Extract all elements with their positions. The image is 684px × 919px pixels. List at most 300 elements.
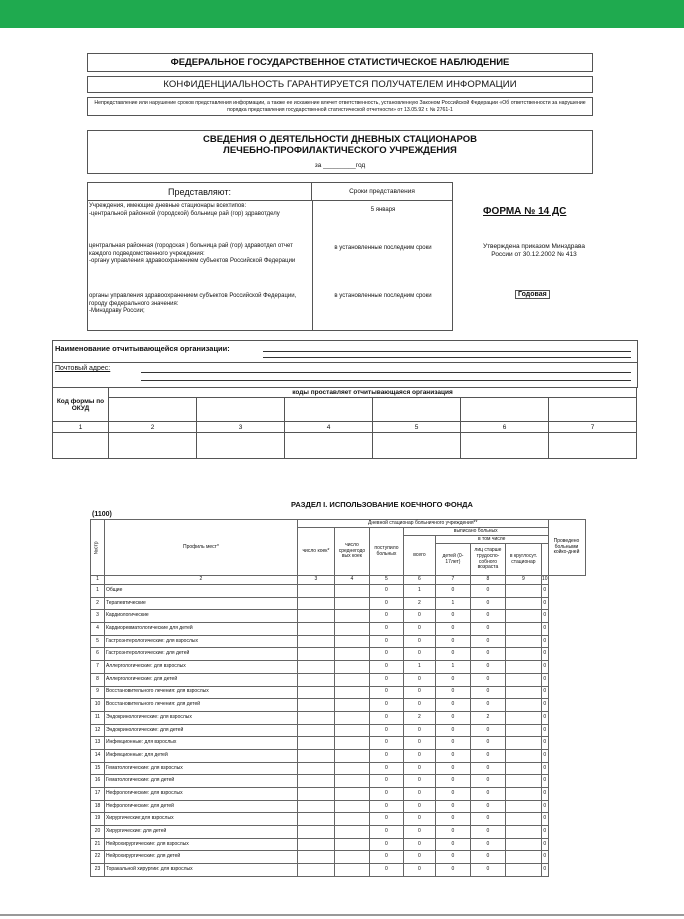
table-row xyxy=(91,686,586,699)
cell-discharged-total: 0 xyxy=(403,864,435,877)
cell-admitted: 0 xyxy=(369,648,403,661)
row-profile: Эндокринологические: для взрослых xyxy=(104,711,297,724)
cell-avg-beds[interactable] xyxy=(334,661,369,674)
cell-admitted: 0 xyxy=(369,788,403,801)
table-row xyxy=(91,673,586,686)
cell-discharged-total: 2 xyxy=(403,711,435,724)
cell-beds[interactable] xyxy=(297,648,334,661)
col-row-number: №стр xyxy=(91,520,105,576)
cell-24h[interactable] xyxy=(505,737,541,750)
cell-avg-beds[interactable] xyxy=(334,737,369,750)
cell-elderly: 2 xyxy=(470,711,505,724)
cell-children: 0 xyxy=(435,623,470,636)
cell-avg-beds[interactable] xyxy=(334,623,369,636)
cell-24h[interactable] xyxy=(505,838,541,851)
row-profile: Эндокринологические: для детей xyxy=(104,724,297,737)
row-profile: Торакальной хирургии: для взрослых xyxy=(104,864,297,877)
cell-children: 0 xyxy=(435,749,470,762)
col-number: 6 xyxy=(403,576,435,585)
cell-bed-days: 0 xyxy=(541,699,548,712)
org-address-label: Почтовый адрес: xyxy=(55,365,111,372)
cell-avg-beds[interactable] xyxy=(334,686,369,699)
row-profile: Нейрохирургические: для детей xyxy=(104,851,297,864)
cell-elderly: 0 xyxy=(470,724,505,737)
cell-bed-days: 0 xyxy=(541,762,548,775)
row-number: 12 xyxy=(91,724,105,737)
cell-children: 0 xyxy=(435,762,470,775)
header-confidentiality: КОНФИДЕНЦИАЛЬНОСТЬ ГАРАНТИРУЕТСЯ ПОЛУЧАТЕЛЕМ ИНФОРМАЦИИ xyxy=(87,76,593,93)
row-number: 3 xyxy=(91,610,105,623)
cell-bed-days: 0 xyxy=(541,851,548,864)
table-row xyxy=(91,610,586,623)
cell-admitted: 0 xyxy=(369,813,403,826)
org-address-line xyxy=(141,372,631,373)
row-number: 10 xyxy=(91,699,105,712)
code-col-number: 1 xyxy=(53,422,109,433)
cell-bed-days: 0 xyxy=(541,623,548,636)
cell-avg-beds[interactable] xyxy=(334,648,369,661)
col-number: 10 xyxy=(541,576,548,585)
cell-beds[interactable] xyxy=(297,623,334,636)
form-period-badge: Годовая xyxy=(515,290,550,299)
cell-bed-days: 0 xyxy=(541,724,548,737)
header-federal-observation: ФЕДЕРАЛЬНОЕ ГОСУДАРСТВЕННОЕ СТАТИСТИЧЕСКОЕ НАБЛЮДЕНИЕ xyxy=(87,53,593,72)
report-title-line1: СВЕДЕНИЯ О ДЕЯТЕЛЬНОСТИ ДНЕВНЫХ СТАЦИОНАРОВ xyxy=(202,134,478,145)
header-notice: Непредставление или нарушение сроков представления информации, а также ее искажение влечет ответственность, установленную Законом Российской Федерации «Об ответственности за нарушение порядка представления государственной статистической отчетности» от 13.05.92 г. № 2761-1 xyxy=(87,97,593,116)
cell-bed-days: 0 xyxy=(541,661,548,674)
code-col-number: 6 xyxy=(461,422,549,433)
cell-bed-days: 0 xyxy=(541,686,548,699)
cell-avg-beds[interactable] xyxy=(334,813,369,826)
table-row xyxy=(91,597,586,610)
row-profile: Кардиологические xyxy=(104,610,297,623)
cell-admitted: 0 xyxy=(369,737,403,750)
cell-children: 0 xyxy=(435,826,470,839)
table-row xyxy=(91,762,586,775)
code-cell[interactable] xyxy=(197,398,285,422)
table-row xyxy=(91,851,586,864)
row-number: 18 xyxy=(91,800,105,813)
cell-elderly: 0 xyxy=(470,749,505,762)
cell-avg-beds[interactable] xyxy=(334,788,369,801)
cell-elderly: 0 xyxy=(470,661,505,674)
cell-24h[interactable] xyxy=(505,610,541,623)
cell-elderly: 0 xyxy=(470,686,505,699)
row-profile: Нефрологические: для детей xyxy=(104,800,297,813)
row-profile: Инфекционные: для детей xyxy=(104,749,297,762)
row-number: 13 xyxy=(91,737,105,750)
cell-beds[interactable] xyxy=(297,737,334,750)
cell-admitted: 0 xyxy=(369,711,403,724)
cell-24h[interactable] xyxy=(505,673,541,686)
cell-avg-beds[interactable] xyxy=(334,775,369,788)
cell-avg-beds[interactable] xyxy=(334,585,369,598)
report-title xyxy=(88,134,592,156)
cell-elderly: 0 xyxy=(470,673,505,686)
col-number: 1 xyxy=(91,576,105,585)
bed-fund-table xyxy=(90,519,586,877)
code-cell[interactable] xyxy=(109,398,197,422)
cell-bed-days: 0 xyxy=(541,813,548,826)
cell-beds[interactable] xyxy=(297,686,334,699)
cell-bed-days: 0 xyxy=(541,800,548,813)
cell-discharged-total: 0 xyxy=(403,648,435,661)
cell-admitted: 0 xyxy=(369,610,403,623)
cell-discharged-total: 0 xyxy=(403,635,435,648)
cell-bed-days: 0 xyxy=(541,597,548,610)
cell-beds[interactable] xyxy=(297,585,334,598)
code-value-cell[interactable] xyxy=(285,433,373,459)
row-number: 23 xyxy=(91,864,105,877)
cell-children: 0 xyxy=(435,585,470,598)
code-col-number: 4 xyxy=(285,422,373,433)
cell-avg-beds[interactable] xyxy=(334,864,369,877)
cell-admitted: 0 xyxy=(369,826,403,839)
cell-discharged-total: 0 xyxy=(403,788,435,801)
code-value-cell[interactable] xyxy=(109,433,197,459)
cell-24h[interactable] xyxy=(505,800,541,813)
cell-avg-beds[interactable] xyxy=(334,597,369,610)
reporter-who-2: центральная районная (городская ) больница рай (гор) здравотдел отчет каждого подведомственного учреждения: -органу управления здравоохранением субъектов Российской Федерации xyxy=(89,243,296,264)
cell-children: 0 xyxy=(435,673,470,686)
code-cell[interactable] xyxy=(461,398,549,422)
cell-admitted: 0 xyxy=(369,749,403,762)
reporters-head-right: Сроки представления xyxy=(312,183,452,201)
cell-elderly: 0 xyxy=(470,851,505,864)
code-cell[interactable] xyxy=(549,398,637,422)
form-approval: Утверждена приказом Минздрава России от 30.12.2002 № 413 xyxy=(482,243,586,258)
cell-24h[interactable] xyxy=(505,724,541,737)
reporters-head-left: Представляют: xyxy=(88,183,312,201)
reporter-when-2: в установленные последним сроки xyxy=(334,245,432,251)
cell-discharged-total: 2 xyxy=(403,597,435,610)
section-title: РАЗДЕЛ I. ИСПОЛЬЗОВАНИЕ КОЕЧНОГО ФОНДА xyxy=(291,500,473,509)
codes-header: коды проставляет отчитывающаяся организация xyxy=(109,388,637,398)
row-profile: Терапевтические xyxy=(104,597,297,610)
row-profile: Хирургические: для детей xyxy=(104,826,297,839)
table-row xyxy=(91,826,586,839)
cell-discharged-total: 0 xyxy=(403,851,435,864)
cell-elderly: 0 xyxy=(470,864,505,877)
cell-beds[interactable] xyxy=(297,813,334,826)
cell-24h[interactable] xyxy=(505,686,541,699)
reporter-who-3: органы управления здравоохранением субъектов Российской Федерации, городу федерального значения: -Минздраву России; xyxy=(89,293,297,314)
row-number: 21 xyxy=(91,838,105,851)
bottom-divider xyxy=(0,914,684,916)
table-row xyxy=(91,711,586,724)
cell-beds[interactable] xyxy=(297,635,334,648)
cell-beds[interactable] xyxy=(297,711,334,724)
reporters-divider xyxy=(312,201,313,331)
cell-admitted: 0 xyxy=(369,762,403,775)
including-header: в том числе xyxy=(435,536,548,544)
cell-24h[interactable] xyxy=(505,864,541,877)
cell-admitted: 0 xyxy=(369,661,403,674)
cell-children: 0 xyxy=(435,699,470,712)
row-number: 19 xyxy=(91,813,105,826)
row-number: 20 xyxy=(91,826,105,839)
code-col-number: 2 xyxy=(109,422,197,433)
code-cell[interactable] xyxy=(373,398,461,422)
cell-discharged-total: 1 xyxy=(403,585,435,598)
col-number: 2 xyxy=(104,576,297,585)
org-name-line xyxy=(263,351,631,352)
cell-avg-beds[interactable] xyxy=(334,711,369,724)
row-profile: Нейрохирургические: для взрослых xyxy=(104,838,297,851)
cell-24h[interactable] xyxy=(505,826,541,839)
cell-24h[interactable] xyxy=(505,749,541,762)
reporter-who-1: Учреждения, имеющие дневные стационары всехтипов: -центральной районной (городской) больнице рай (гор) здравотделу xyxy=(89,203,280,217)
cell-discharged-total: 0 xyxy=(403,623,435,636)
cell-beds[interactable] xyxy=(297,762,334,775)
cell-bed-days: 0 xyxy=(541,775,548,788)
row-profile: Восстановительного лечения: для взрослых xyxy=(104,686,297,699)
cell-children: 0 xyxy=(435,851,470,864)
row-profile: Гематологические: для взрослых xyxy=(104,762,297,775)
cell-avg-beds[interactable] xyxy=(334,838,369,851)
cell-beds[interactable] xyxy=(297,724,334,737)
cell-elderly: 0 xyxy=(470,838,505,851)
row-number: 5 xyxy=(91,635,105,648)
cell-24h[interactable] xyxy=(505,648,541,661)
cell-24h[interactable] xyxy=(505,699,541,712)
cell-elderly: 0 xyxy=(470,826,505,839)
table-row xyxy=(91,635,586,648)
reporter-when-1: 5 января xyxy=(370,207,396,213)
cell-bed-days: 0 xyxy=(541,711,548,724)
cell-discharged-total: 0 xyxy=(403,724,435,737)
col-number: 9 xyxy=(505,576,541,585)
cell-beds[interactable] xyxy=(297,851,334,864)
cell-children: 0 xyxy=(435,610,470,623)
bed-fund-rows xyxy=(91,585,586,877)
cell-24h[interactable] xyxy=(505,775,541,788)
report-year: за _________год xyxy=(314,162,366,169)
cell-24h[interactable] xyxy=(505,813,541,826)
row-profile: Хирургические:для взрослых xyxy=(104,813,297,826)
cell-beds[interactable] xyxy=(297,800,334,813)
cell-beds[interactable] xyxy=(297,699,334,712)
table-row xyxy=(91,724,586,737)
row-profile: Инфекционные: для взрослых xyxy=(104,737,297,750)
cell-beds[interactable] xyxy=(297,838,334,851)
cell-admitted: 0 xyxy=(369,699,403,712)
cell-elderly: 0 xyxy=(470,635,505,648)
table-row xyxy=(91,800,586,813)
code-col-number: 7 xyxy=(549,422,637,433)
table-row xyxy=(91,585,586,598)
cell-beds[interactable] xyxy=(297,775,334,788)
code-value-cell[interactable] xyxy=(549,433,637,459)
cell-discharged-total: 0 xyxy=(403,762,435,775)
cell-bed-days: 0 xyxy=(541,673,548,686)
row-number: 14 xyxy=(91,749,105,762)
cell-bed-days: 0 xyxy=(541,838,548,851)
org-name-line-2 xyxy=(263,357,631,358)
row-profile: Аллергологические: для взрослых xyxy=(104,661,297,674)
cell-beds[interactable] xyxy=(297,610,334,623)
row-profile: Гематологические: для детей xyxy=(104,775,297,788)
cell-24h[interactable] xyxy=(505,597,541,610)
cell-discharged-total: 0 xyxy=(403,838,435,851)
cell-beds[interactable] xyxy=(297,597,334,610)
cell-children: 0 xyxy=(435,788,470,801)
cell-discharged-total: 0 xyxy=(403,673,435,686)
code-cell[interactable] xyxy=(285,398,373,422)
cell-discharged-total: 0 xyxy=(403,775,435,788)
cell-24h[interactable] xyxy=(505,623,541,636)
cell-discharged-total: 0 xyxy=(403,686,435,699)
cell-children: 0 xyxy=(435,838,470,851)
table-row xyxy=(91,623,586,636)
cell-bed-days: 0 xyxy=(541,610,548,623)
cell-elderly: 0 xyxy=(470,813,505,826)
discharged-header: выписано больных xyxy=(403,528,548,536)
code-value-cell[interactable] xyxy=(197,433,285,459)
cell-24h[interactable] xyxy=(505,851,541,864)
cell-24h[interactable] xyxy=(505,635,541,648)
cell-avg-beds[interactable] xyxy=(334,699,369,712)
col-24h: в круглосут. стационар xyxy=(505,544,541,576)
cell-elderly: 0 xyxy=(470,610,505,623)
table-row xyxy=(91,813,586,826)
row-profile: Гастроэнтерологические: для взрослых xyxy=(104,635,297,648)
cell-elderly: 0 xyxy=(470,623,505,636)
cell-discharged-total: 0 xyxy=(403,749,435,762)
cell-elderly: 0 xyxy=(470,788,505,801)
row-number: 7 xyxy=(91,661,105,674)
cell-children: 0 xyxy=(435,737,470,750)
row-number: 11 xyxy=(91,711,105,724)
cell-elderly: 0 xyxy=(470,597,505,610)
cell-bed-days: 0 xyxy=(541,737,548,750)
row-profile: Восстановительного лечения: для детей xyxy=(104,699,297,712)
cell-children: 0 xyxy=(435,800,470,813)
group-header-day-hospital: Дневной стационар больничного учреждения** xyxy=(297,520,548,528)
row-number: 15 xyxy=(91,762,105,775)
okud-label: Код формы по ОКУД xyxy=(53,388,109,422)
cell-discharged-total: 0 xyxy=(403,800,435,813)
cell-discharged-total: 0 xyxy=(403,813,435,826)
cell-24h[interactable] xyxy=(505,762,541,775)
row-profile: Кардиоревматологические для детей xyxy=(104,623,297,636)
row-number: 22 xyxy=(91,851,105,864)
col-number: 8 xyxy=(470,576,505,585)
cell-beds[interactable] xyxy=(297,749,334,762)
row-number: 6 xyxy=(91,648,105,661)
cell-children: 1 xyxy=(435,661,470,674)
cell-admitted: 0 xyxy=(369,838,403,851)
cell-discharged-total: 0 xyxy=(403,737,435,750)
col-number: 4 xyxy=(334,576,369,585)
code-value-cell[interactable] xyxy=(373,433,461,459)
codes-table xyxy=(52,387,637,459)
cell-avg-beds[interactable] xyxy=(334,762,369,775)
cell-discharged-total: 0 xyxy=(403,826,435,839)
cell-children: 0 xyxy=(435,648,470,661)
cell-admitted: 0 xyxy=(369,800,403,813)
cell-beds[interactable] xyxy=(297,864,334,877)
col-avg-beds: число среднегодо вых коек xyxy=(334,528,369,576)
cell-bed-days: 0 xyxy=(541,749,548,762)
row-profile: Нефрологические: для взрослых xyxy=(104,788,297,801)
cell-elderly: 0 xyxy=(470,648,505,661)
cell-beds[interactable] xyxy=(297,788,334,801)
cell-avg-beds[interactable] xyxy=(334,724,369,737)
org-address-line-2 xyxy=(141,380,631,381)
top-green-bar xyxy=(0,0,684,28)
cell-beds[interactable] xyxy=(297,826,334,839)
table-row xyxy=(91,648,586,661)
cell-beds[interactable] xyxy=(297,661,334,674)
cell-admitted: 0 xyxy=(369,597,403,610)
cell-24h[interactable] xyxy=(505,711,541,724)
table-row xyxy=(91,838,586,851)
cell-avg-beds[interactable] xyxy=(334,635,369,648)
col-bed-days: Проведено больными койко-дней xyxy=(548,520,585,576)
cell-avg-beds[interactable] xyxy=(334,851,369,864)
organization-box xyxy=(52,340,638,388)
table-row xyxy=(91,699,586,712)
cell-avg-beds[interactable] xyxy=(334,826,369,839)
cell-bed-days: 0 xyxy=(541,585,548,598)
cell-admitted: 0 xyxy=(369,673,403,686)
cell-bed-days: 0 xyxy=(541,788,548,801)
cell-elderly: 0 xyxy=(470,699,505,712)
cell-24h[interactable] xyxy=(505,661,541,674)
cell-admitted: 0 xyxy=(369,686,403,699)
cell-avg-beds[interactable] xyxy=(334,800,369,813)
code-col-number: 3 xyxy=(197,422,285,433)
cell-admitted: 0 xyxy=(369,775,403,788)
section-code: (1100) xyxy=(92,511,112,518)
row-number: 1 xyxy=(91,585,105,598)
col-beds: число коек* xyxy=(297,528,334,576)
cell-children: 0 xyxy=(435,711,470,724)
cell-children: 0 xyxy=(435,724,470,737)
org-separator xyxy=(53,362,637,363)
cell-24h[interactable] xyxy=(505,585,541,598)
table-row xyxy=(91,749,586,762)
cell-admitted: 0 xyxy=(369,851,403,864)
reporter-when-3: в установленные последним сроки xyxy=(334,293,432,299)
cell-avg-beds[interactable] xyxy=(334,749,369,762)
cell-children: 0 xyxy=(435,686,470,699)
cell-bed-days: 0 xyxy=(541,648,548,661)
table-row xyxy=(91,788,586,801)
row-number: 4 xyxy=(91,623,105,636)
cell-avg-beds[interactable] xyxy=(334,673,369,686)
cell-elderly: 0 xyxy=(470,775,505,788)
code-value-cell[interactable] xyxy=(53,433,109,459)
cell-children: 1 xyxy=(435,597,470,610)
col-number: 3 xyxy=(297,576,334,585)
cell-bed-days: 0 xyxy=(541,635,548,648)
row-number: 16 xyxy=(91,775,105,788)
report-title-line2: ЛЕЧЕБНО-ПРОФИЛАКТИЧЕСКОГО УЧРЕЖДЕНИЯ xyxy=(223,145,457,156)
cell-elderly: 0 xyxy=(470,800,505,813)
cell-avg-beds[interactable] xyxy=(334,610,369,623)
cell-beds[interactable] xyxy=(297,673,334,686)
table-row xyxy=(91,661,586,674)
cell-admitted: 0 xyxy=(369,623,403,636)
row-number: 2 xyxy=(91,597,105,610)
code-value-cell[interactable] xyxy=(461,433,549,459)
row-number: 17 xyxy=(91,788,105,801)
cell-children: 0 xyxy=(435,775,470,788)
cell-24h[interactable] xyxy=(505,788,541,801)
code-col-number: 5 xyxy=(373,422,461,433)
